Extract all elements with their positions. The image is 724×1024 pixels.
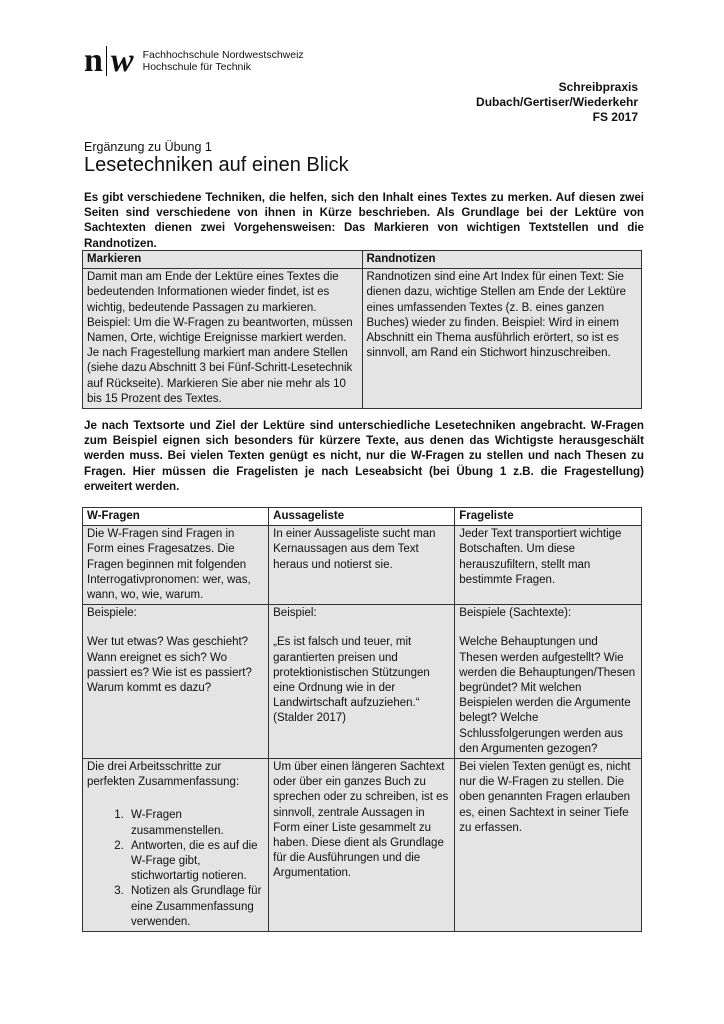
table2-row3-col3: Bei vielen Texten genügt es, nicht nur die W-Fragen zu stellen. Die oben genannten Fragen erlauben es, einen Sachtext in seiner Tiefe zu erfassen. <box>455 759 642 932</box>
steps-intro: Die drei Arbeitsschritte zur perfekten Zusammenfassung: <box>87 761 240 789</box>
table2-row1-col3: Jeder Text transportiert wichtige Botschaften. Um diese herauszufiltern, stellt man bestimmte Fragen. <box>455 526 642 605</box>
examples-heading: Beispiele: <box>87 607 137 620</box>
examples-heading: Beispiele (Sachtexte): <box>459 607 572 620</box>
table2-row2-col1 <box>83 605 269 759</box>
steps-list <box>87 808 264 930</box>
course-name: Schreibpraxis <box>558 80 638 94</box>
table2-header-frageliste: Frageliste <box>455 508 642 526</box>
list-item: 3. Notizen als Grundlage für eine Zusammenfassung verwenden. <box>127 884 264 930</box>
markieren-randnotizen-table <box>82 250 642 409</box>
example-heading: Beispiel: <box>273 607 317 620</box>
table2-header-aussageliste: Aussageliste <box>269 508 455 526</box>
table2-row1-col1: Die W-Fragen sind Fragen in Form eines Fragesatzes. Die Fragen beginnen mit folgenden Interrogativpronomen: wer, was, wann, wo, wie, warum. <box>83 526 269 605</box>
table1-header-randnotizen: Randnotizen <box>362 251 642 269</box>
institution-logo <box>84 42 304 79</box>
example-quote: „Es ist falsch und teuer, mit garantierten preisen und protektionistischen Stützungen eine Ordnung wie in der Landwirtschaft aufzuziehen.“ (Stalder 2017) <box>273 636 430 725</box>
logo-n: n <box>84 42 102 79</box>
table1-header-markieren: Markieren <box>83 251 363 269</box>
list-item: 2. Antworten, die es auf die W-Frage gibt, stichwortartig notieren. <box>127 839 264 885</box>
lesetechniken-table <box>82 507 642 932</box>
page-subtitle: Ergänzung zu Übung 1 <box>84 140 212 154</box>
logo-mark <box>84 42 133 79</box>
course-info <box>476 80 638 125</box>
middle-paragraph: Je nach Textsorte und Ziel der Lektüre sind unterschiedliche Lesetechniken angebracht. W-Fragen zum Beispiel eignen sich besonders für kürzere Texte, aus denen das Wichtigste herausgeschält werden muss. Bei vielen Texten genügt es nicht, nur die W-Fragen zu stellen und nach Thesen zu Fragen. Hier müssen die Fragelisten je nach Leseabsicht (bei Übung 1 z.B. die Fragestellung) erweitert werden. <box>84 419 644 493</box>
table1-cell-randnotizen: Randnotizen sind eine Art Index für einen Text: Sie dienen dazu, wichtige Stellen am Ende der Lektüre eines umfassenden Textes (z. B. eines ganzen Buches) wieder zu finden. Beispiel: Wird in einem Abschnitt ein Thema ausführlich erörtert, so ist es sinnvoll, am Rand ein Stichwort hinzuschreiben. <box>362 269 642 409</box>
page-title: Lesetechniken auf einen Blick <box>84 154 349 176</box>
table2-row1-col2: In einer Aussageliste sucht man Kernaussagen aus dem Text heraus und notierst sie. <box>269 526 455 605</box>
course-term: FS 2017 <box>592 110 638 124</box>
table1-cell-markieren: Damit man am Ende der Lektüre eines Textes die bedeutenden Informationen wieder findet, ist es wichtig, bedeutende Passagen zu markieren. Beispiel: Um die W-Fragen zu beantworten, müssen Namen, Orte, wichtige Ereignisse markiert werden. Je nach Fragestellung markiert man andere Stellen (siehe dazu Abschnitt 3 bei Fünf-Schritt-Lesetechnik auf Rückseite). Markieren Sie aber nie mehr als 10 bis 15 Prozent des Textes. <box>83 269 363 409</box>
list-item: 1. W-Fragen zusammenstellen. <box>127 808 264 838</box>
school-name <box>143 49 304 73</box>
examples-body: Wer tut etwas? Was geschieht? Wann ereignet es sich? Wo passiert es? Wie ist es passiert? Warum kommt es dazu? <box>87 636 252 695</box>
school-name-line2: Hochschule für Technik <box>142 61 251 73</box>
logo-w: w <box>110 42 133 79</box>
table2-row3-col2: Um über einen längeren Sachtext oder über ein ganzes Buch zu sprechen oder zu schreiben, ist es sinnvoll, zentrale Aussagen in Form einer Liste gesammelt zu haben. Diese dient als Grundlage für die Ausführungen und die Argumentation. <box>269 759 455 932</box>
course-authors: Dubach/Gertiser/Wiederkehr <box>476 95 638 109</box>
table2-row2-col2 <box>269 605 455 759</box>
logo-divider <box>106 46 107 76</box>
school-name-line1: Fachhochschule Nordwestschweiz <box>142 49 304 61</box>
intro-paragraph: Es gibt verschiedene Techniken, die helfen, sich den Inhalt eines Textes zu merken. Auf diesen zwei Seiten sind verschiedene von ihnen in Kürze beschrieben. Als Grundlage bei der Lektüre von Sachtexten dienen zwei Vorgehensweisen: Das Markieren von wichtigen Textstellen und die Randnotizen. <box>84 191 644 250</box>
table2-row3-col1 <box>83 759 269 932</box>
examples-body: Welche Behauptungen und Thesen werden aufgestellt? Wie werden die Behauptungen/Thesen begründet? Mit welchen Beispielen werden die Argumente belegt? Welche Schlussfolgerungen werden aus den Argumenten gezogen? <box>459 636 636 755</box>
table2-row2-col3 <box>455 605 642 759</box>
table2-header-wfragen: W-Fragen <box>83 508 269 526</box>
